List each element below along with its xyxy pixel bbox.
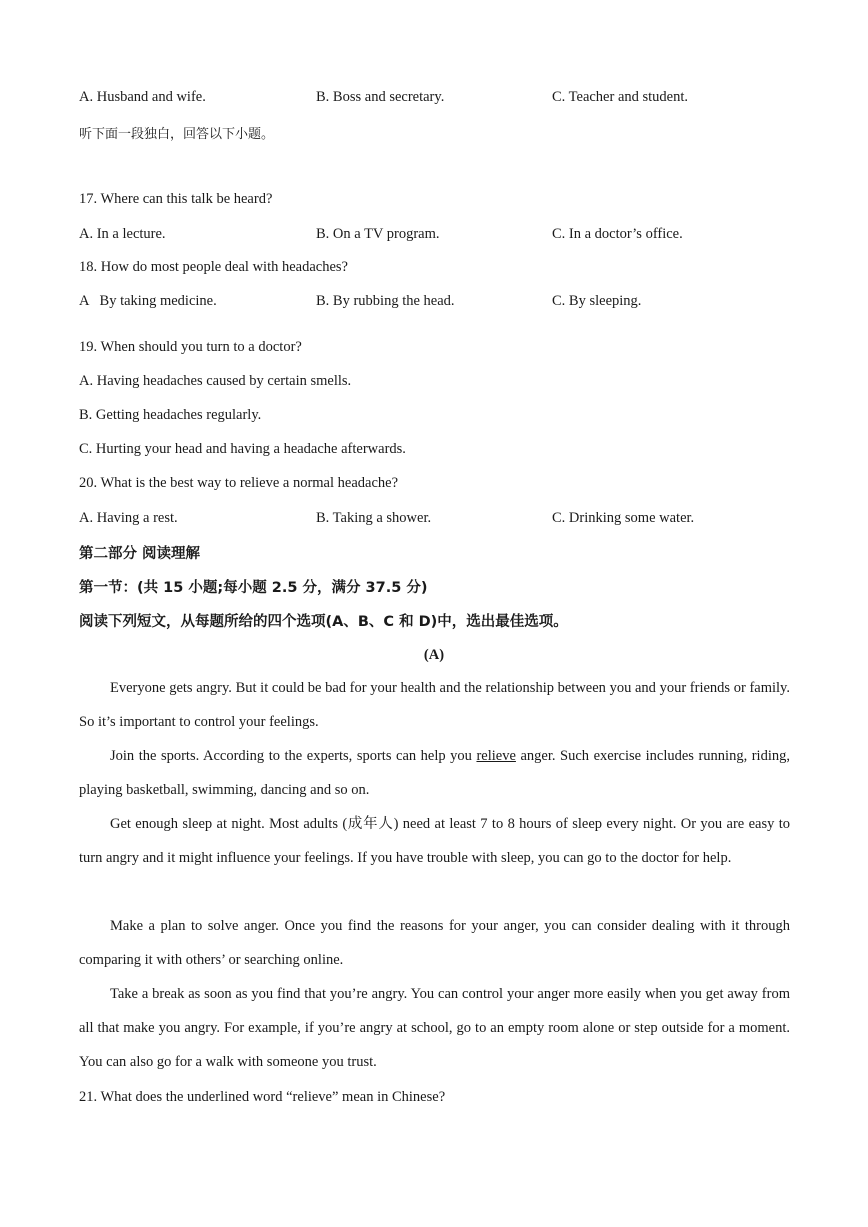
p2-text-after: anger. Such exercise includes running, riding, playing basketball, swimming, dancing and so on. [79,748,790,798]
p1-text: Everyone gets angry. But it could be bad for your health and the relationship between you and your friends or family. So it’s important to control your feelings. [79,680,790,730]
q19-option-a: A. Having headaches caused by certain smells. [79,373,352,389]
q18-option-a: A By taking medicine. [79,293,217,309]
monologue-instruction: 听下面一段独白，回答以下小题。 [79,127,275,142]
q18-question: 18. How do most people deal with headaches? [79,259,348,275]
p5-text: Take a break as soon as you find that you’re angry. You can control your anger more easily when you get away from all that make you angry. For example, if you’re angry at school, go to an empty room alone or step outside for a moment. You can also go for a walk with someone you trust. [79,986,790,1070]
q16-option-b: B. Boss and secretary. [316,89,445,105]
passage-paragraph-3 [79,807,790,875]
section1-title: 第一节：(共 15 小题;每小题 2.5 分，满分 37.5 分) [79,580,428,596]
q19-question: 19. When should you turn to a doctor? [79,339,302,355]
q16-option-a: A. Husband and wife. [79,89,206,105]
passage-paragraph-4 [79,909,790,977]
q17-option-c: C. In a doctor’s office. [552,226,683,242]
q18-option-b: B. By rubbing the head. [316,293,455,309]
underlined-word-relieve: relieve [476,748,516,764]
passage-paragraph-2 [79,739,790,807]
q17-question: 17. Where can this talk be heard? [79,191,273,207]
passage-label: (A) [423,647,445,663]
q18-option-c: C. By sleeping. [552,293,642,309]
part2-title: 第二部分 阅读理解 [79,546,201,562]
q17-option-b: B. On a TV program. [316,226,440,242]
q20-option-a: A. Having a rest. [79,510,178,526]
passage-paragraph-5 [79,977,790,1079]
p2-text-before: Join the sports. According to the experts, sports can help you [110,748,477,764]
q16-option-c: C. Teacher and student. [552,89,689,105]
p3-text: Get enough sleep at night. Most adults (成年人) need at least 7 to 8 hours of sleep every night. Or you are easy to turn angry and it might influence your feelings. If you have trouble with sleep, you can go to the doctor for help. [79,816,790,866]
p4-text: Make a plan to solve anger. Once you find the reasons for your anger, you can consider dealing with it through comparing it with others’ or searching online. [79,918,790,968]
q20-question: 20. What is the best way to relieve a normal headache? [79,475,399,491]
q19-option-b: B. Getting headaches regularly. [79,407,262,423]
q20-option-c: C. Drinking some water. [552,510,695,526]
q21-question: 21. What does the underlined word “relieve” mean in Chinese? [79,1089,446,1105]
q20-option-b: B. Taking a shower. [316,510,432,526]
q17-option-a: A. In a lecture. [79,226,166,242]
passage-paragraph-1 [79,671,790,739]
reading-instruction: 阅读下列短文，从每题所给的四个选项(A、B、C 和 D)中，选出最佳选项。 [79,614,568,630]
q19-option-c: C. Hurting your head and having a headache afterwards. [79,441,406,457]
